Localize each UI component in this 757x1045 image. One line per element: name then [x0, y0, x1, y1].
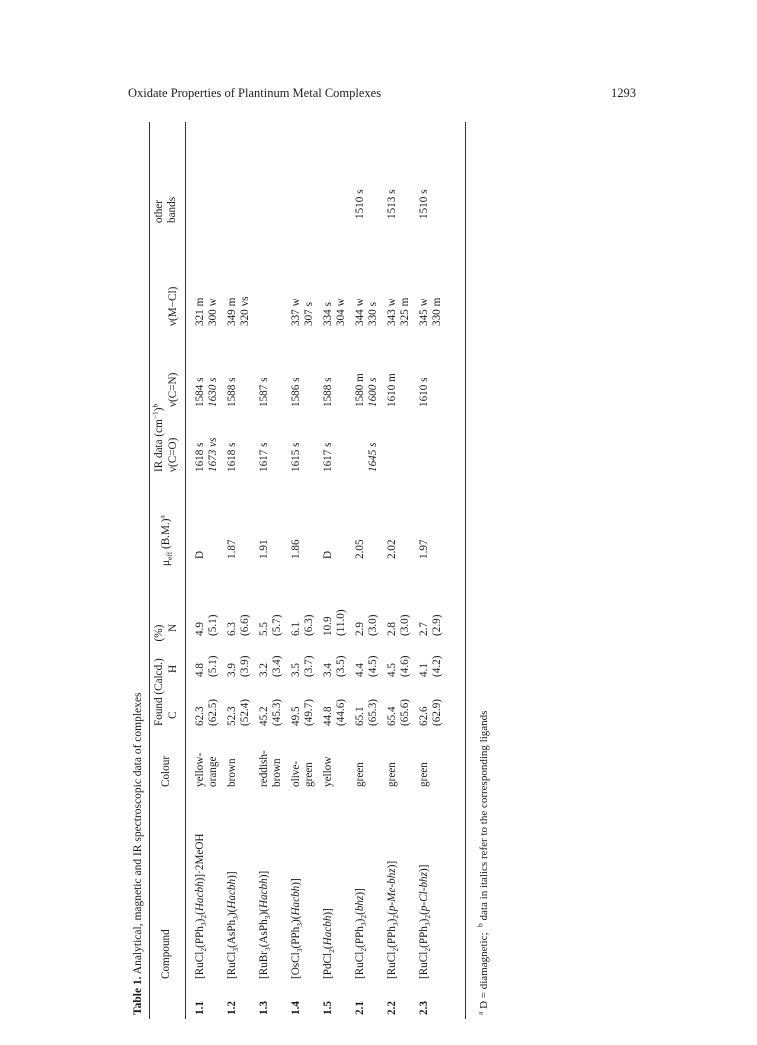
- cell-mcl: 344 w 330 s: [354, 298, 379, 326]
- cell-co: 1618 s: [226, 442, 238, 472]
- cell-h: 3.5 (3.7): [290, 655, 315, 677]
- cell-colour: yellow- orange: [194, 752, 219, 787]
- cell-colour: olive- green: [290, 760, 315, 787]
- cell-compound: [PdCl$_2$(Hacbh)]: [322, 908, 337, 979]
- page-number: 1293: [611, 86, 636, 100]
- header-c: C: [167, 711, 179, 719]
- cell-mu: 2.02: [386, 539, 398, 559]
- cell-co: 1618 s 1673 vs: [194, 437, 219, 472]
- cell-n: 2.7 (2.9): [418, 614, 443, 636]
- header-found: Found (Calcd.) (%): [153, 624, 165, 726]
- cell-id: 1.1: [194, 1001, 206, 1015]
- header-cn: ν(C=N): [167, 372, 179, 407]
- cell-h: 4.4 (4.5): [354, 655, 379, 677]
- cell-colour: green: [418, 762, 430, 787]
- cell-c: 44.8 (44.6): [322, 698, 347, 726]
- cell-h: 4.8 (5.1): [194, 655, 219, 677]
- table-bottom-rule: [465, 122, 466, 1019]
- cell-mu: 1.97: [418, 539, 430, 559]
- cell-c: 62.3 (62.5): [194, 698, 219, 726]
- header-mcl: ν(M−Cl): [167, 286, 179, 326]
- cell-compound: $[RuCl_2(PPh_3)_2(p-Me-bhz)]$: [386, 860, 401, 979]
- cell-id: 2.1: [354, 1001, 366, 1015]
- table-caption-label: Table 1.: [132, 976, 144, 1015]
- cell-h: 3.9 (3.9): [226, 655, 251, 677]
- cell-colour: green: [354, 762, 366, 787]
- cell-compound: [OsCl$_3$(PPh$_3$)(Hacbh)]: [290, 878, 305, 979]
- cell-id: 1.2: [226, 1001, 238, 1015]
- data-table: [130, 122, 498, 1019]
- cell-mu: 1.86: [290, 539, 302, 559]
- cell-n: 10.9 (11.0): [322, 609, 347, 636]
- cell-h: 4.5 (4.6): [386, 655, 411, 677]
- cell-other: 1510 s: [354, 189, 366, 219]
- cell-compound: [RuBr$_3$(AsPh$_3$)(Hacbh)]: [258, 870, 273, 979]
- cell-n: 2.8 (3.0): [386, 614, 411, 636]
- header-h: H: [167, 664, 179, 673]
- cell-co: 1645 s: [367, 442, 379, 472]
- table-footnote: $^a$ D = diamagnetic; $^b$ data in italics refer to the corresponding ligands: [475, 710, 490, 1015]
- header-co: ν(C=O): [167, 437, 179, 472]
- cell-mcl: 334 s 304 w: [322, 298, 347, 326]
- cell-c: 49.5 (49.7): [290, 698, 315, 726]
- table-caption-text: Analytical, magnetic and IR spectroscopic data of complexes: [132, 692, 144, 975]
- cell-h: 4.1 (4.2): [418, 655, 443, 677]
- table-container: [130, 122, 498, 1019]
- cell-n: 6.1 (6.3): [290, 614, 315, 636]
- cell-c: 52.3 (52.4): [226, 698, 251, 726]
- cell-cn: 1610 m: [386, 373, 398, 407]
- cell-mcl: 321 m 300 w: [194, 297, 219, 326]
- header-mu: $\mu_{eff}$ $(B.M.)^a$: [157, 515, 175, 566]
- cell-c: 45.2 (45.3): [258, 698, 283, 726]
- cell-n: 5.5 (5.7): [258, 614, 283, 636]
- cell-compound: $[RuCl_2(PPh_3)_2(bhz)]$: [354, 888, 369, 979]
- cell-cn: 1587 s: [258, 377, 270, 407]
- cell-cn: 1588 s: [322, 377, 334, 407]
- cell-c: 65.1 (65.3): [354, 698, 379, 726]
- cell-n: 2.9 (3.0): [354, 614, 379, 636]
- cell-id: 1.4: [290, 1001, 302, 1015]
- cell-mu: 2.05: [354, 539, 366, 559]
- cell-cn: 1610 s: [418, 377, 430, 407]
- cell-id: 2.2: [386, 1001, 398, 1015]
- cell-colour: brown: [226, 758, 238, 787]
- cell-id: 2.3: [418, 1001, 430, 1015]
- cell-mcl: 345 w 330 m: [418, 297, 443, 326]
- cell-id: 1.5: [322, 1001, 334, 1015]
- cell-compound: $[RuCl_2(PPh_3)_2(p-Cl-bhz)]$: [418, 864, 433, 979]
- header-ir: IR data $(cm^{-1})^b$: [150, 403, 165, 472]
- cell-mu: D: [322, 550, 334, 559]
- cell-cn: 1584 s 1630 s: [194, 377, 219, 407]
- header-n: N: [167, 623, 179, 632]
- table-caption: [132, 693, 145, 1015]
- cell-co: 1617 s: [258, 442, 270, 472]
- cell-cn: 1588 s: [226, 377, 238, 407]
- cell-co: 1617 s: [322, 442, 334, 472]
- cell-n: 4.9 (5.1): [194, 614, 219, 636]
- header-compound: Compound: [160, 929, 172, 979]
- cell-mu: 1.87: [226, 539, 238, 559]
- cell-cn: 1580 m 1600 s: [354, 373, 379, 407]
- cell-id: 1.3: [258, 1001, 270, 1015]
- header-other: other bands: [153, 196, 178, 223]
- running-head: [128, 86, 636, 106]
- table-top-rule: [149, 122, 150, 1019]
- cell-compound: [RuCl$_3$(AsPh$_3$)(Hacbh)]: [226, 871, 241, 979]
- cell-other: 1513 s: [386, 189, 398, 219]
- cell-c: 65.4 (65.6): [386, 698, 411, 726]
- cell-mu: D: [194, 550, 206, 559]
- cell-mu: 1.91: [258, 539, 270, 559]
- cell-co: 1615 s: [290, 442, 302, 472]
- cell-colour: reddish- brown: [258, 750, 283, 787]
- cell-mcl: 337 w 307 s: [290, 298, 315, 326]
- cell-cn: 1586 s: [290, 377, 302, 407]
- header-colour: Colour: [160, 755, 172, 787]
- cell-compound: $[RuCl_2(PPh_3)_2(Hacbh)]\cdot 2MeOH$: [194, 833, 209, 979]
- cell-colour: yellow: [322, 756, 334, 787]
- running-title: Oxidate Properties of Plantinum Metal Complexes: [128, 86, 382, 100]
- cell-other: 1510 s: [418, 189, 430, 219]
- cell-h: 3.2 (3.4): [258, 655, 283, 677]
- cell-h: 3.4 (3.5): [322, 655, 347, 677]
- cell-mcl: 349 m 320 vs: [226, 296, 251, 326]
- cell-c: 62.6 (62.9): [418, 698, 443, 726]
- table-header-rule: [185, 122, 186, 1019]
- cell-n: 6.3 (6.6): [226, 614, 251, 636]
- cell-colour: green: [386, 762, 398, 787]
- cell-mcl: 343 w 325 m: [386, 297, 411, 326]
